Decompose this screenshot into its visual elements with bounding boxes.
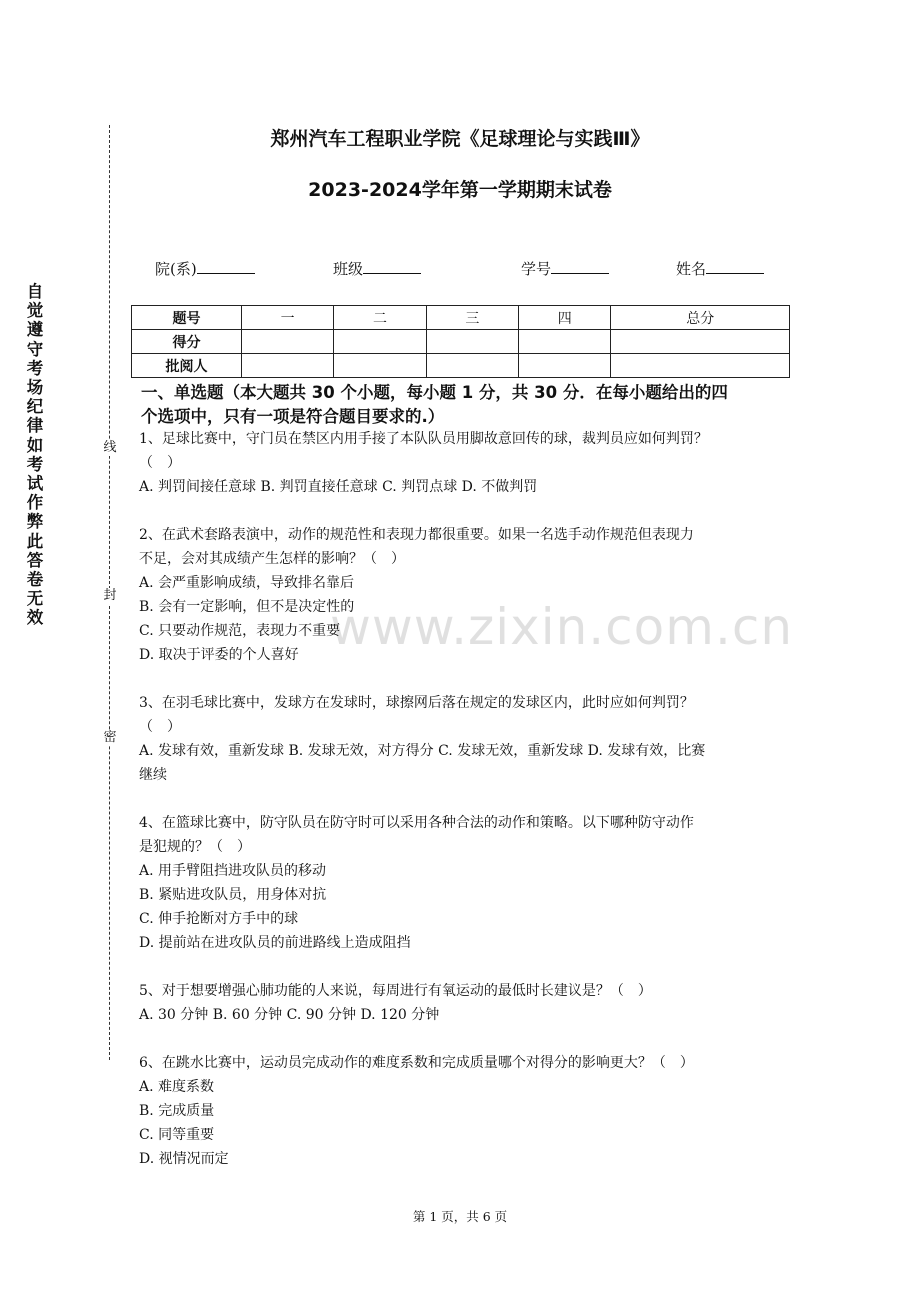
row-label-question-number: 题号	[132, 306, 242, 330]
score-table-header-row	[132, 306, 790, 330]
answer-option: D. 提前站在进攻队员的前进路线上造成阻挡	[139, 935, 411, 951]
student-id-blank	[551, 259, 609, 274]
exam-discipline-warning: 自觉遵守考场纪律如考试作弊此答卷无效	[26, 282, 44, 628]
row-label-score: 得分	[132, 330, 242, 354]
binding-mark-seal: 封	[103, 588, 117, 603]
answer-option: C. 伸手抢断对方手中的球	[139, 911, 299, 927]
page-footer: 第 1 页，共 6 页	[412, 1209, 508, 1224]
answer-option: A. 30 分钟 B. 60 分钟 C. 90 分钟 D. 120 分钟	[139, 1007, 440, 1023]
exam-subtitle: 2023-2024学年第一学期期末试卷	[308, 179, 612, 201]
answer-option: A. 会严重影响成绩，导致排名靠后	[139, 575, 355, 591]
grader-cell	[242, 354, 334, 378]
column-3: 三	[426, 306, 518, 330]
class-field	[333, 258, 421, 279]
column-1: 一	[242, 306, 334, 330]
score-cell	[242, 330, 334, 354]
answer-option: D. 视情况而定	[139, 1151, 229, 1167]
question-stem-line: 2、在武术套路表演中，动作的规范性和表现力都很重要。如果一名选手动作规范但表现力	[139, 527, 694, 543]
department-field	[155, 258, 255, 279]
question-stem-line: 4、在篮球比赛中，防守队员在防守时可以采用各种合法的动作和策略。以下哪种防守动作	[139, 815, 694, 831]
row-label-grader: 批阅人	[132, 354, 242, 378]
name-field	[676, 258, 764, 279]
department-label: 院(系)	[155, 260, 197, 278]
answer-option: A. 判罚间接任意球 B. 判罚直接任意球 C. 判罚点球 D. 不做判罚	[139, 479, 538, 495]
question-stem-line: 是犯规的？（ ）	[139, 839, 251, 855]
question-stem-line: 5、对于想要增强心肺功能的人来说，每周进行有氧运动的最低时长建议是？（ ）	[139, 983, 652, 999]
watermark: www.zixin.com.cn	[330, 598, 794, 656]
section-heading	[141, 381, 791, 429]
section-heading-line: 个选项中，只有一项是符合题目要求的.）	[141, 407, 445, 426]
answer-option: C. 只要动作规范，表现力不重要	[139, 623, 341, 639]
answer-option: D. 取决于评委的个人喜好	[139, 647, 299, 663]
answer-option: A. 用手臂阻挡进攻队员的移动	[139, 863, 327, 879]
question-6	[139, 1051, 795, 1171]
question-1	[139, 427, 795, 499]
grader-cell	[426, 354, 518, 378]
answer-option: A. 发球有效，重新发球 B. 发球无效，对方得分 C. 发球无效，重新发球 D. 发球有效，比赛	[139, 743, 706, 759]
column-4: 四	[519, 306, 611, 330]
answer-option: A. 难度系数	[139, 1079, 215, 1095]
binding-mark-line: 线	[103, 440, 117, 455]
answer-option: 继续	[139, 767, 167, 783]
score-cell	[519, 330, 611, 354]
question-list	[139, 427, 795, 1195]
question-stem-line: 1、足球比赛中，守门员在禁区内用手接了本队队员用脚故意回传的球，裁判员应如何判罚？	[139, 431, 708, 447]
question-5	[139, 979, 795, 1027]
score-table	[131, 305, 790, 378]
column-total: 总分	[611, 306, 790, 330]
question-stem-line: （ ）	[139, 455, 181, 471]
score-cell	[426, 330, 518, 354]
grader-cell	[519, 354, 611, 378]
score-cell	[611, 330, 790, 354]
score-table-score-row	[132, 330, 790, 354]
student-id-label: 学号	[521, 260, 552, 278]
question-3	[139, 691, 795, 787]
grader-cell	[334, 354, 426, 378]
score-cell	[334, 330, 426, 354]
department-blank	[197, 259, 255, 274]
question-2	[139, 523, 795, 667]
class-blank	[363, 259, 421, 274]
question-stem-line: 6、在跳水比赛中，运动员完成动作的难度系数和完成质量哪个对得分的影响更大？（ ）	[139, 1055, 694, 1071]
class-label: 班级	[333, 260, 364, 278]
question-stem-line: 3、在羽毛球比赛中，发球方在发球时，球擦网后落在规定的发球区内，此时应如何判罚？	[139, 695, 694, 711]
student-id-field	[521, 258, 609, 279]
column-2: 二	[334, 306, 426, 330]
answer-option: C. 同等重要	[139, 1127, 215, 1143]
answer-option: B. 紧贴进攻队员，用身体对抗	[139, 887, 327, 903]
answer-option: B. 完成质量	[139, 1103, 215, 1119]
score-table-grader-row	[132, 354, 790, 378]
name-label: 姓名	[676, 260, 707, 278]
grader-cell	[611, 354, 790, 378]
question-stem-line: （ ）	[139, 719, 181, 735]
exam-title: 郑州汽车工程职业学院《足球理论与实践Ⅲ》	[270, 128, 650, 150]
question-4	[139, 811, 795, 955]
question-stem-line: 不足，会对其成绩产生怎样的影响？（ ）	[139, 551, 405, 567]
binding-mark-secret: 密	[103, 730, 117, 745]
answer-option: B. 会有一定影响，但不是决定性的	[139, 599, 355, 615]
name-blank	[706, 259, 764, 274]
section-heading-line: 一、单选题（本大题共 30 个小题，每小题 1 分，共 30 分．在每小题给出的四	[141, 383, 728, 402]
